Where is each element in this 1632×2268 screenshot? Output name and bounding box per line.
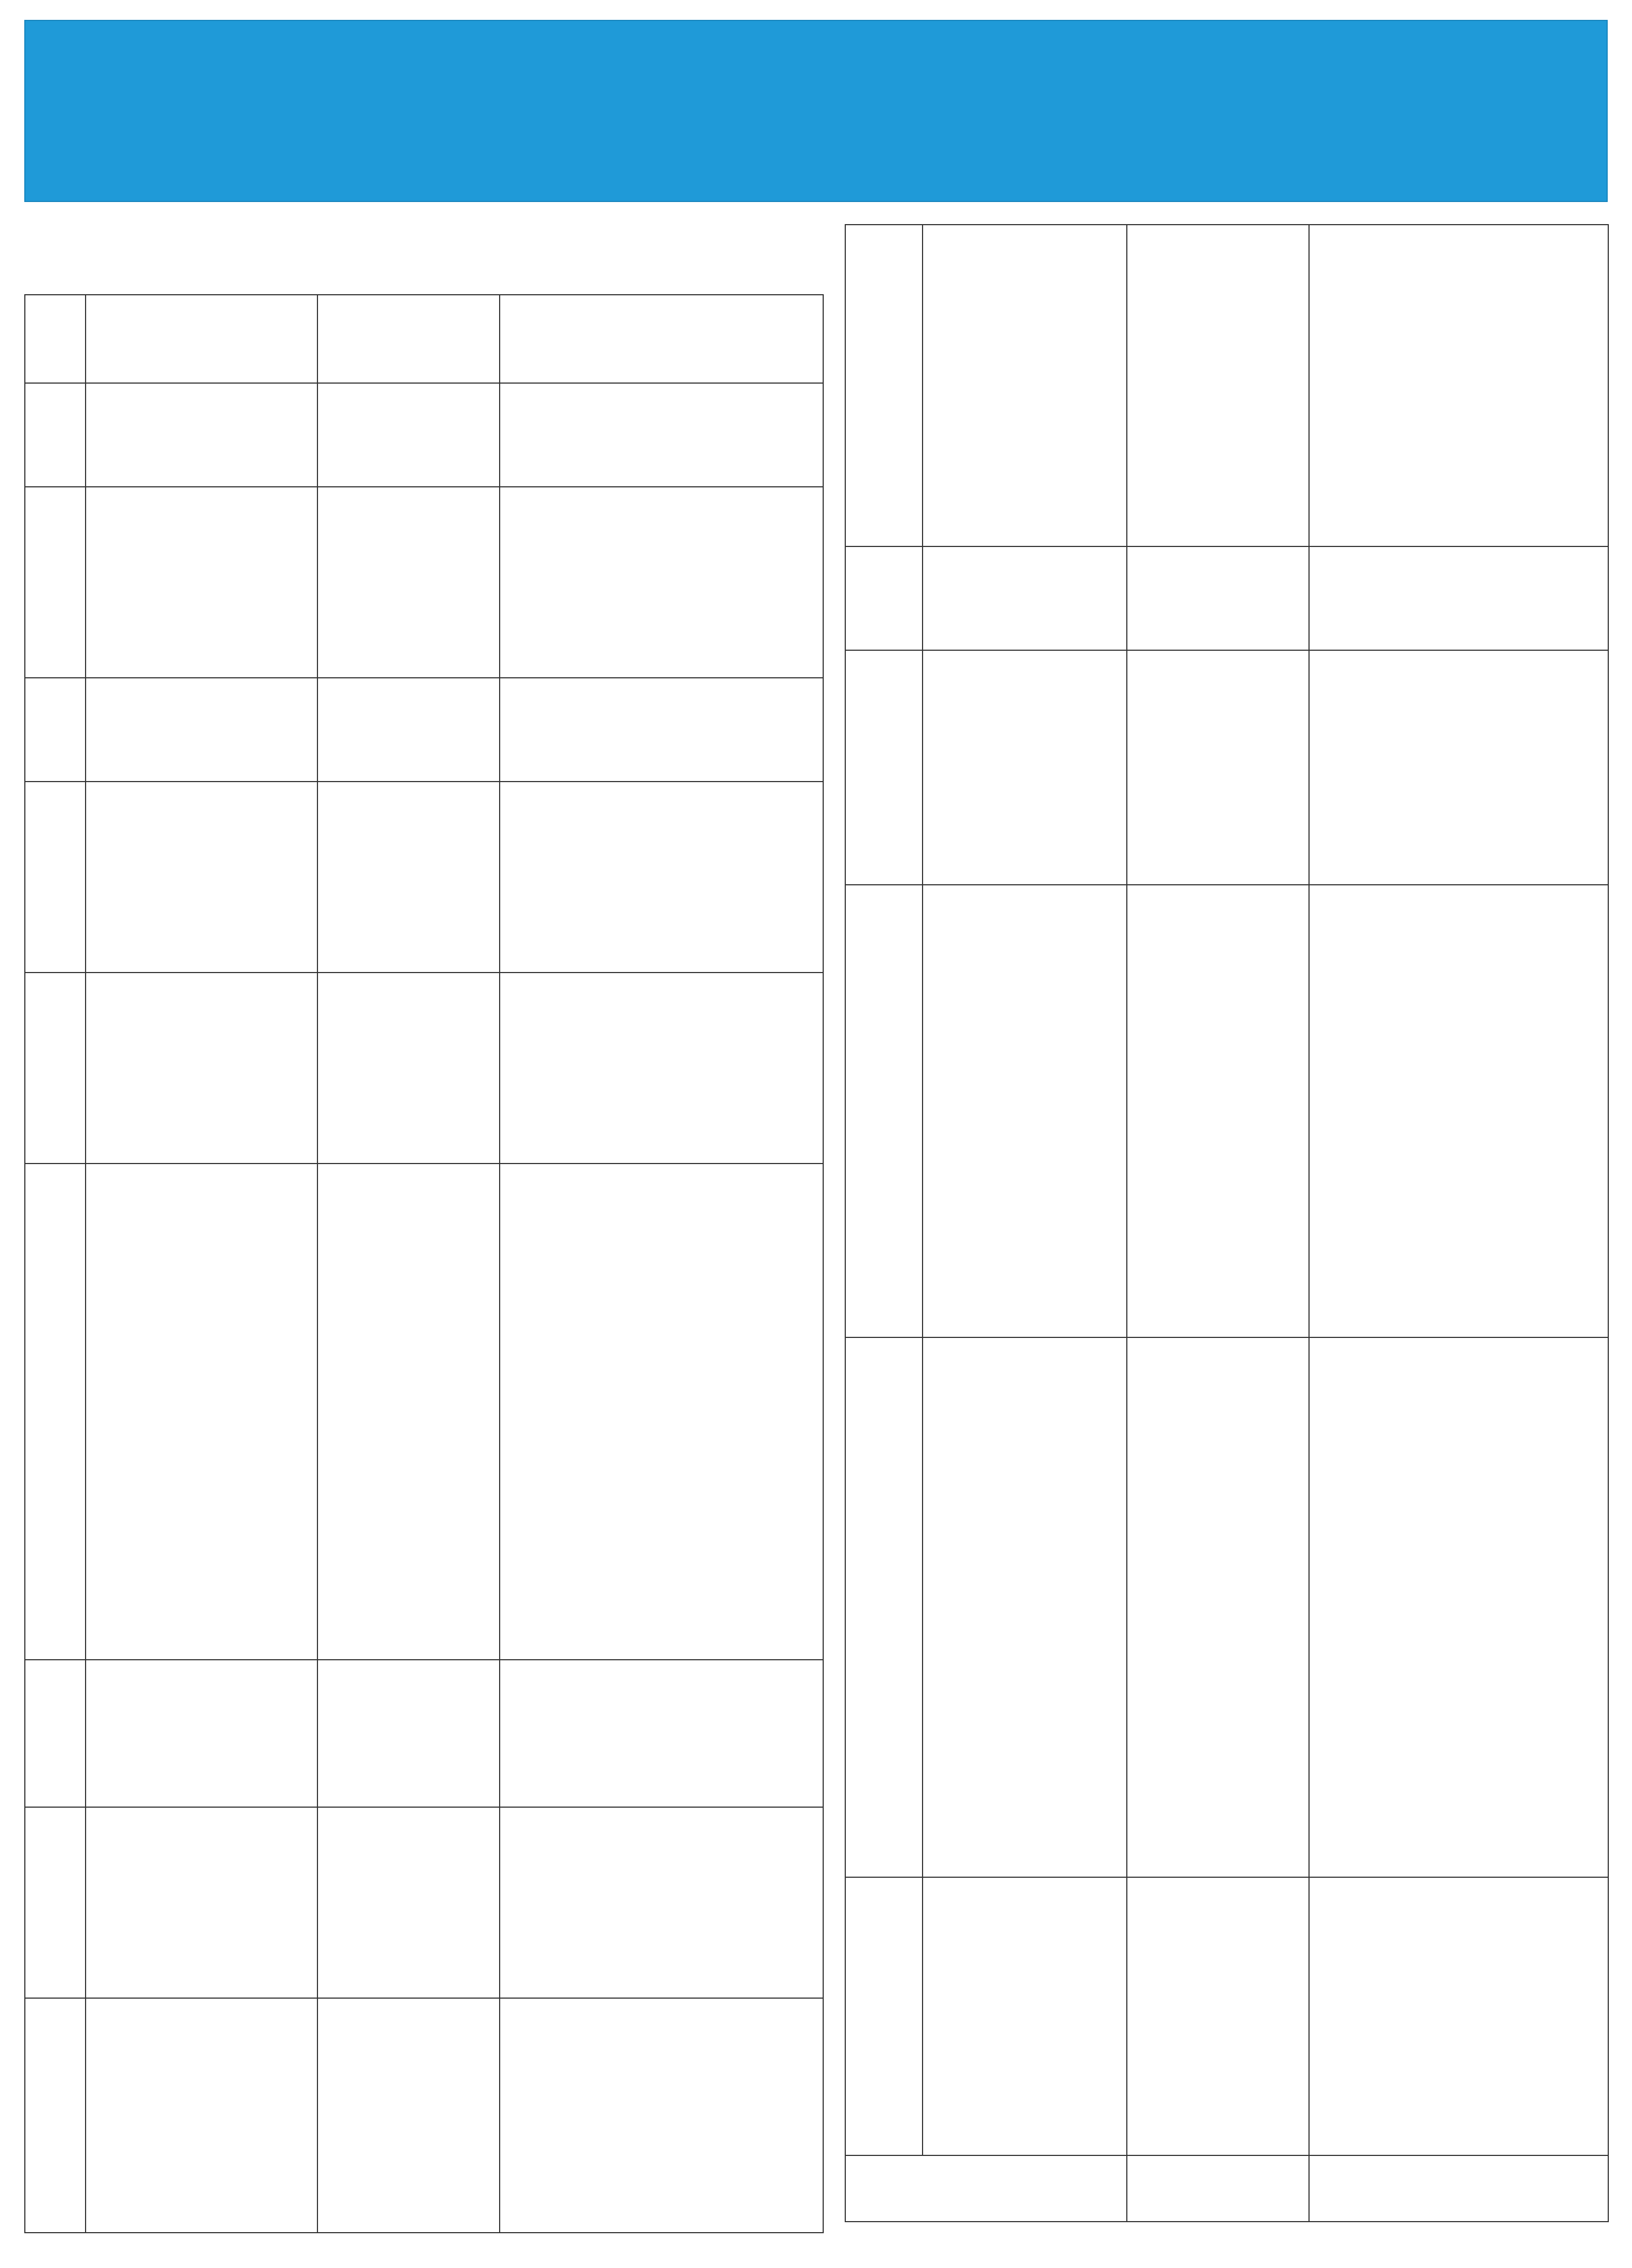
row-new-townships: [500, 973, 823, 1164]
township-name: [1318, 1067, 1599, 1111]
township-table-right: [845, 224, 1609, 2222]
row-new-townships: [500, 1660, 823, 1807]
township-name: [1136, 1695, 1300, 1738]
township-name: [327, 1608, 490, 1651]
township-name: [1318, 1242, 1599, 1286]
township-name: [1318, 1389, 1599, 1433]
header-region: [86, 295, 317, 383]
row-number: [25, 782, 86, 973]
row-number: [845, 885, 923, 1337]
row-number: [25, 1998, 86, 2233]
township-name: [327, 1172, 490, 1215]
row-new-townships: [500, 487, 823, 678]
township-name: [1136, 1651, 1300, 1695]
township-name: [1318, 1198, 1599, 1242]
table-row: [845, 546, 1608, 650]
township-name: [1136, 1929, 1300, 1973]
township-name: [327, 1946, 490, 1990]
township-name: [327, 1815, 490, 1859]
row-region: [923, 885, 1127, 1337]
row-original-townships: [1127, 1337, 1309, 1877]
township-name: [1318, 702, 1599, 746]
row-region: [86, 678, 317, 782]
row-new-townships: [500, 782, 823, 973]
township-name: [327, 1259, 490, 1303]
township-name: [327, 1903, 490, 1946]
township-name: [327, 921, 490, 964]
table-row: [845, 650, 1608, 885]
township-name: [509, 686, 814, 730]
row-number: [25, 487, 86, 678]
township-name: [327, 1390, 490, 1433]
township-name: [1318, 1651, 1599, 1695]
table-row: [845, 885, 1608, 1337]
table-row: [845, 1877, 1608, 2155]
township-name: [1318, 233, 1599, 277]
township-name: [1318, 320, 1599, 364]
township-name: [509, 2006, 814, 2050]
township-name: [1136, 1433, 1300, 1476]
township-name: [1318, 980, 1599, 1024]
township-name: [327, 2094, 490, 2137]
township-name: [509, 2050, 814, 2094]
township-name: [509, 1859, 814, 1903]
row-new-townships: [1309, 546, 1608, 650]
township-name: [509, 391, 814, 435]
township-name: [1318, 277, 1599, 320]
table-row: [25, 1998, 823, 2233]
row-new-townships: [1309, 885, 1608, 1337]
township-name: [1318, 1476, 1599, 1520]
row-number: [845, 546, 923, 650]
row-number: [25, 1660, 86, 1807]
row-number: [845, 1877, 923, 2155]
right-column: [845, 224, 1608, 2233]
row-number: [25, 1807, 86, 1998]
township-name: [327, 2050, 490, 2094]
township-name: [509, 730, 814, 773]
row-original-townships: [317, 678, 500, 782]
township-name: [327, 833, 490, 877]
township-name: [1136, 555, 1300, 598]
row-region: [86, 973, 317, 1164]
township-name: [1318, 1286, 1599, 1329]
township-name: [327, 2137, 490, 2181]
township-name: [509, 981, 814, 1024]
row-new-townships: [500, 383, 823, 487]
header-serial-number: [25, 295, 86, 383]
township-name: [1136, 658, 1300, 702]
township-name: [1318, 1155, 1599, 1198]
township-name: [327, 1521, 490, 1564]
township-name: [1318, 893, 1599, 937]
township-name: [1136, 1782, 1300, 1825]
row-region: [923, 650, 1127, 885]
township-name: [327, 626, 490, 670]
row-region: [86, 383, 317, 487]
total-label: [845, 2155, 1127, 2222]
header-new-townships: [500, 295, 823, 383]
township-name: [1136, 1607, 1300, 1651]
township-name: [1136, 277, 1300, 320]
table-row: [25, 973, 823, 1164]
township-name: [1136, 2104, 1300, 2147]
row-original-townships: [317, 973, 500, 1164]
township-name: [1136, 833, 1300, 877]
township-name: [327, 1564, 490, 1608]
township-name: [1136, 407, 1300, 451]
township-name: [1136, 495, 1300, 538]
township-name: [509, 1668, 814, 1712]
row-original-townships: [317, 782, 500, 973]
header-original-townships: [317, 295, 500, 383]
township-name: [1136, 1738, 1300, 1782]
row-new-townships: [1309, 225, 1608, 546]
row-original-townships: [317, 1660, 500, 1807]
township-name: [327, 495, 490, 539]
title-banner: [24, 20, 1608, 202]
row-region: [86, 1164, 317, 1660]
township-name: [1318, 1111, 1599, 1155]
township-name: [509, 790, 814, 833]
row-region: [923, 546, 1127, 650]
township-name: [1318, 1433, 1599, 1476]
township-name: [1136, 2016, 1300, 2060]
row-region: [923, 1337, 1127, 1877]
township-table-left: [24, 294, 824, 2233]
township-name: [1136, 1885, 1300, 1929]
township-name: [1136, 1564, 1300, 1607]
township-name: [327, 1024, 490, 1068]
township-name: [1318, 1564, 1599, 1607]
township-name: [327, 582, 490, 626]
township-name: [1318, 555, 1599, 598]
township-name: [1318, 937, 1599, 980]
township-name: [327, 1668, 490, 1712]
row-number: [25, 1164, 86, 1660]
row-number: [25, 973, 86, 1164]
township-name: [1136, 451, 1300, 495]
row-region: [86, 782, 317, 973]
table-row: [25, 1164, 823, 1660]
table-row: [25, 782, 823, 973]
row-number: [845, 225, 923, 546]
township-name: [327, 391, 490, 435]
township-name: [509, 435, 814, 479]
township-name: [509, 1024, 814, 1068]
township-name: [1136, 980, 1300, 1024]
township-name: [509, 495, 814, 539]
township-name: [1318, 1520, 1599, 1564]
township-name: [327, 686, 490, 730]
township-name: [1136, 1973, 1300, 2016]
row-number: [845, 1337, 923, 1877]
total-row: [845, 2155, 1608, 2222]
township-name: [1318, 1024, 1599, 1067]
row-original-townships: [1127, 546, 1309, 650]
left-column: [24, 224, 823, 2233]
township-name: [327, 435, 490, 479]
township-name: [1136, 1024, 1300, 1067]
township-name: [327, 730, 490, 773]
township-name: [1318, 1929, 1599, 1973]
township-name: [1136, 702, 1300, 746]
township-name: [327, 1215, 490, 1259]
row-new-townships: [1309, 650, 1608, 885]
row-new-townships: [1309, 1337, 1608, 1877]
township-name: [1318, 364, 1599, 407]
row-new-townships: [500, 1164, 823, 1660]
table-row: [845, 1337, 1608, 1877]
township-name: [1136, 2060, 1300, 2104]
row-region: [86, 487, 317, 678]
township-name: [1136, 746, 1300, 789]
township-name: [509, 833, 814, 877]
row-original-townships: [317, 1164, 500, 1660]
township-name: [509, 1815, 814, 1859]
township-name: [1318, 658, 1599, 702]
township-name: [327, 1712, 490, 1755]
township-name: [327, 539, 490, 582]
row-original-townships: [317, 383, 500, 487]
row-new-townships: [500, 1807, 823, 1998]
township-name: [1136, 233, 1300, 277]
table-row: [25, 383, 823, 487]
row-region: [86, 1660, 317, 1807]
row-number: [845, 650, 923, 885]
township-name: [327, 1068, 490, 1112]
row-new-townships: [500, 678, 823, 782]
total-new-count: [1309, 2155, 1608, 2222]
township-name: [327, 1477, 490, 1521]
row-number: [25, 383, 86, 487]
row-new-townships: [1309, 1877, 1608, 2155]
row-region: [86, 1807, 317, 1998]
township-name: [1136, 1389, 1300, 1433]
township-name: [1318, 598, 1599, 642]
township-name: [1136, 937, 1300, 980]
township-name: [327, 877, 490, 921]
row-original-townships: [1127, 650, 1309, 885]
township-name: [327, 2181, 490, 2224]
table-row: [25, 1660, 823, 1807]
table-row: [25, 1807, 823, 1998]
row-original-townships: [317, 1807, 500, 1998]
township-name: [509, 1172, 814, 1215]
total-original-count: [1127, 2155, 1309, 2222]
row-original-townships: [1127, 1877, 1309, 2155]
row-original-townships: [1127, 225, 1309, 546]
township-name: [1318, 1885, 1599, 1929]
row-original-townships: [1127, 885, 1309, 1337]
row-region: [923, 1877, 1127, 2155]
township-name: [1136, 1825, 1300, 1869]
table-row: [25, 487, 823, 678]
township-name: [1136, 789, 1300, 833]
township-name: [1318, 1346, 1599, 1389]
township-name: [327, 1859, 490, 1903]
township-name: [509, 1215, 814, 1259]
township-name: [1136, 893, 1300, 937]
table-row: [25, 678, 823, 782]
intro-paragraph: [24, 224, 823, 294]
township-name: [1136, 1346, 1300, 1389]
row-number: [25, 678, 86, 782]
township-name: [1136, 1520, 1300, 1564]
township-name: [327, 2006, 490, 2050]
township-name: [1318, 1607, 1599, 1651]
township-name: [1136, 1476, 1300, 1520]
township-name: [1136, 364, 1300, 407]
township-name: [327, 1346, 490, 1390]
township-name: [327, 790, 490, 833]
row-original-townships: [317, 1998, 500, 2233]
document-body: [24, 224, 1608, 2233]
row-new-townships: [500, 1998, 823, 2233]
township-name: [327, 981, 490, 1024]
township-name: [1136, 320, 1300, 364]
township-name: [327, 1433, 490, 1477]
row-region: [923, 225, 1127, 546]
township-name: [1136, 598, 1300, 642]
table-row: [845, 225, 1608, 546]
table-header-row: [25, 295, 823, 383]
township-name: [327, 1303, 490, 1346]
row-original-townships: [317, 487, 500, 678]
township-name: [327, 1755, 490, 1799]
row-region: [86, 1998, 317, 2233]
township-name: [509, 539, 814, 582]
township-name: [327, 1112, 490, 1155]
